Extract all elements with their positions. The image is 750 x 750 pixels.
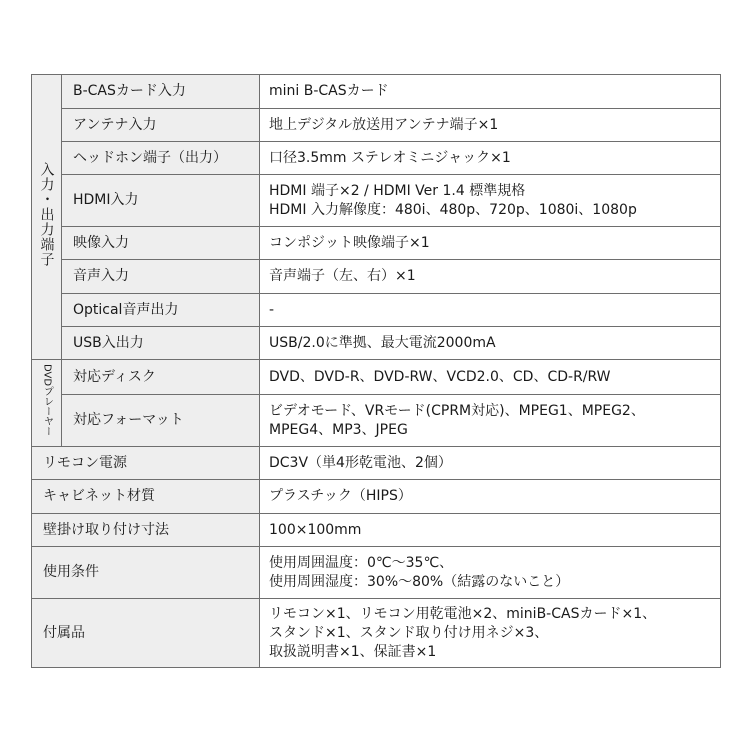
table-row [32,480,721,514]
table-row [32,109,721,142]
row-value: DC3V（単4形乾電池、2個） [260,447,721,480]
row-value [260,547,721,599]
row-label: USB入出力 [62,327,260,360]
table-row [32,395,721,447]
value-line: 使用周囲温度：0℃～35℃、 [269,554,454,571]
table-row [32,142,721,175]
group-dvd-label: DVDプレーヤー [41,363,53,437]
row-label: 対応ディスク [62,360,260,395]
table-row [32,547,721,599]
value-line: 使用周囲湿度：30%～80%（結露のないこと） [269,573,570,590]
row-value [260,599,721,668]
spec-table [31,74,721,668]
table-row [32,514,721,547]
table-row [32,227,721,260]
row-label: 付属品 [32,599,260,668]
row-value: - [260,294,721,327]
row-value: コンポジット映像端子×1 [260,227,721,260]
value-line: スタンド×1、スタンド取り付け用ネジ×3、 [269,624,549,641]
value-line: MPEG4、MP3、JPEG [269,421,408,438]
row-label: ヘッドホン端子（出力） [62,142,260,175]
value-line: HDMI 端子×2 / HDMI Ver 1.4 標準規格 [269,182,526,199]
row-value: 音声端子（左、右）×1 [260,260,721,294]
row-value: 口径3.5mm ステレオミニジャック×1 [260,142,721,175]
table-row [32,599,721,668]
value-line: HDMI 入力解像度：480i、480p、720p、1080i、1080p [269,201,637,218]
group-io [32,75,62,360]
row-label: 壁掛け取り付け寸法 [32,514,260,547]
value-line: リモコン×1、リモコン用乾電池×2、miniB-CASカード×1、 [269,605,657,622]
table-row [32,447,721,480]
table-row [32,260,721,294]
row-label: アンテナ入力 [62,109,260,142]
row-label: リモコン電源 [32,447,260,480]
row-label: 対応フォーマット [62,395,260,447]
row-value: USB/2.0に準拠、最大電流2000mA [260,327,721,360]
table-row [32,75,721,109]
value-line: ビデオモード、VRモード(CPRM対応)、MPEG1、MPEG2、 [269,402,645,419]
table-row [32,327,721,360]
row-value: mini B-CASカード [260,75,721,109]
value-line: 取扱説明書×1、保証書×1 [269,643,437,660]
table-row [32,294,721,327]
row-label: 音声入力 [62,260,260,294]
group-dvd [32,360,62,447]
row-value: プラスチック（HIPS） [260,480,721,514]
row-label: HDMI入力 [62,175,260,227]
row-value: DVD、DVD-R、DVD-RW、VCD2.0、CD、CD-R/RW [260,360,721,395]
row-label: B-CASカード入力 [62,75,260,109]
table-row [32,360,721,395]
row-value: 地上デジタル放送用アンテナ端子×1 [260,109,721,142]
row-label: キャビネット材質 [32,480,260,514]
row-value: 100×100mm [260,514,721,547]
row-label: Optical音声出力 [62,294,260,327]
table-row [32,175,721,227]
group-io-label: 入力・出力端子 [38,161,55,267]
row-label: 使用条件 [32,547,260,599]
row-value [260,395,721,447]
row-label: 映像入力 [62,227,260,260]
row-value [260,175,721,227]
